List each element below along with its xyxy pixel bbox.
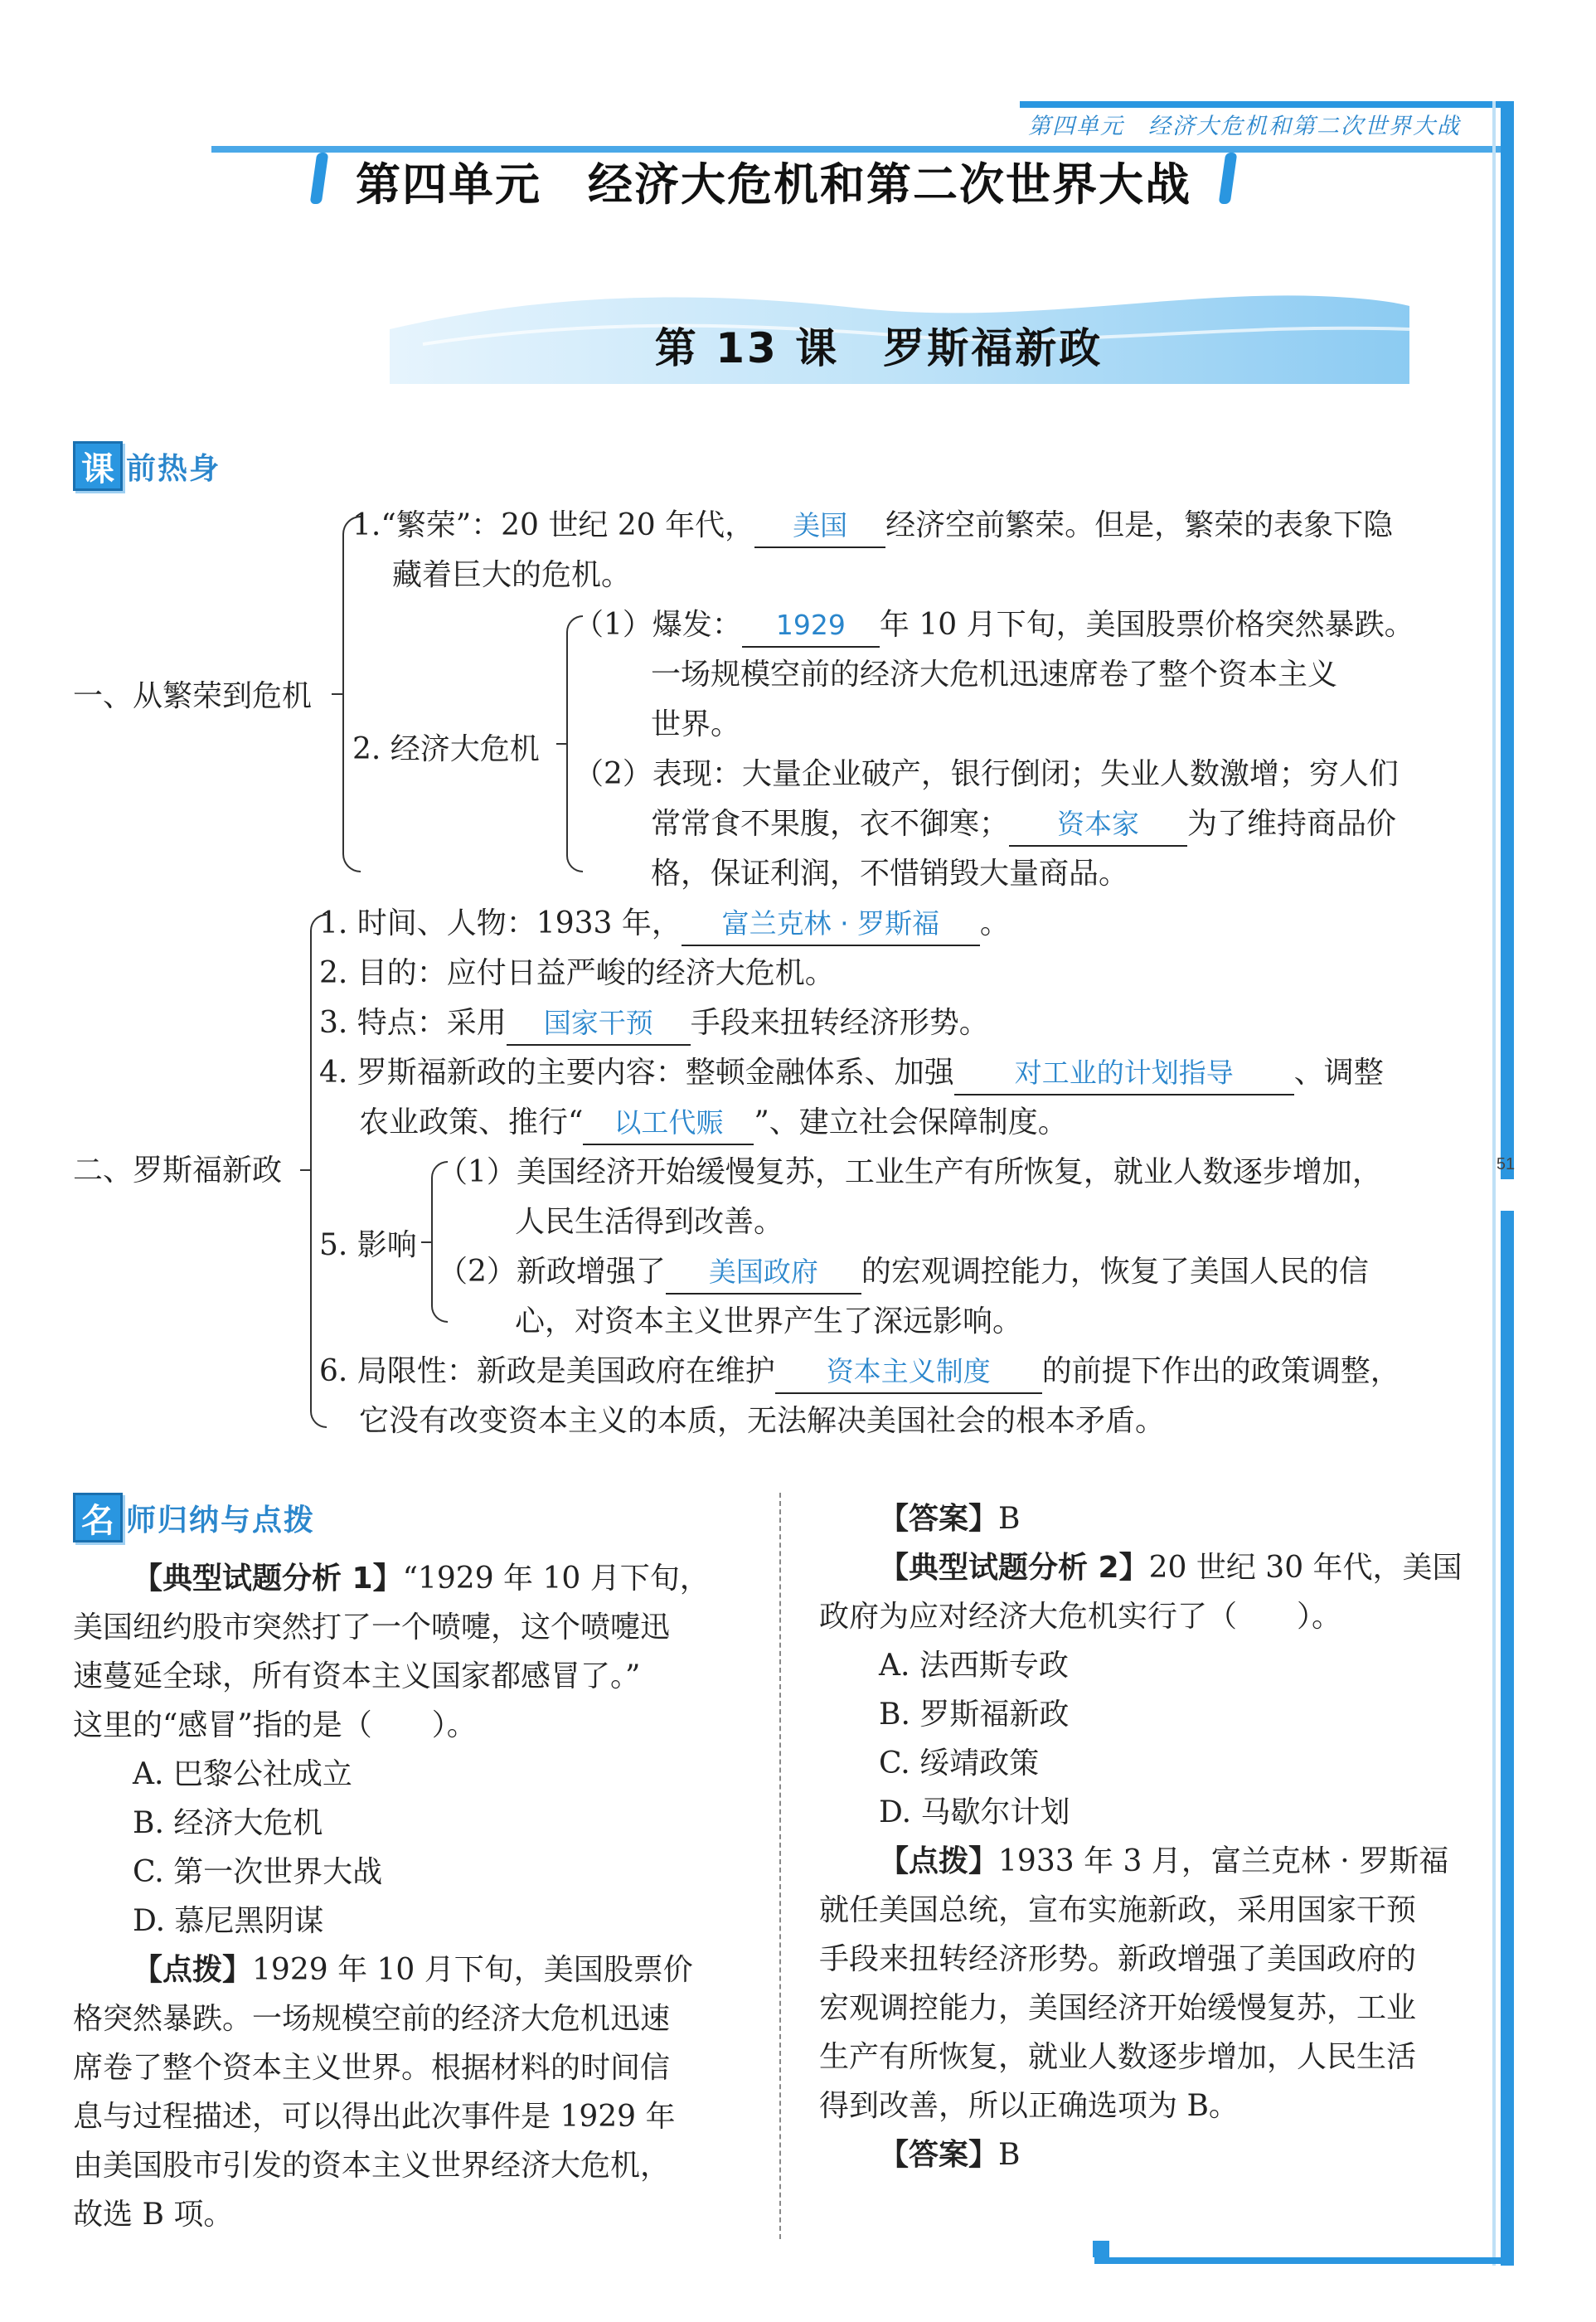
option-c: C. 绥靖政策 [879, 1746, 1040, 1780]
part2-item4-line2 [359, 1098, 1068, 1148]
part2-item5-sub1-line1: （1）美国经济开始缓慢复苏，工业生产有所恢复，就业人数逐步增加， [438, 1155, 1382, 1189]
header-strip [1020, 101, 1514, 108]
frame-right-bar-bottom [1501, 1211, 1514, 2266]
text: 20 世纪 30 年代，美国 [1148, 1551, 1463, 1585]
part2-sub-brace-tip [421, 1241, 433, 1243]
part1-sub2-line1: （2）表现：大量企业破产，银行倒闭；失业人数激增；穷人们 [574, 757, 1399, 791]
running-head: 第四单元 经济大危机和第二次世界大战 [1028, 114, 1461, 139]
footer-rule [1094, 2257, 1514, 2264]
tip1-line1 [73, 1946, 753, 1994]
lesson-title: 第 13 课 罗斯福新政 [654, 324, 1104, 372]
tip2-line2: 就任美国总统，宣布实施新政，采用国家干预 [819, 1893, 1417, 1927]
text: 1933 年 3 月，富兰克林 · 罗斯福 [998, 1844, 1449, 1878]
text: 常常食不果腹，衣不御寒； [651, 807, 1010, 841]
text: 、调整 [1293, 1056, 1384, 1090]
text: 4. 罗斯福新政的主要内容：整顿金融体系、加强 [319, 1056, 954, 1090]
blank-answer: 对工业的计划指导 [954, 1052, 1294, 1095]
text: 经济空前繁荣。但是，繁荣的表象下隐 [885, 508, 1394, 542]
text: （1）爆发： [574, 608, 742, 642]
answer-tag: 【答案】 [879, 2138, 999, 2172]
part2-item1 [319, 899, 1010, 949]
text: 的前提下作出的政策调整， [1041, 1354, 1400, 1388]
question1-line3: 速蔓延全球，所有资本主义国家都感冒了。” [73, 1659, 641, 1693]
blank-answer: 国家干预 [507, 1003, 691, 1046]
question1-line2: 美国纽约股市突然打了一个喷嚏，这个喷嚏迅 [73, 1610, 671, 1644]
option-a: A. 巴黎公社成立 [133, 1757, 352, 1791]
section-heading-text: 前热身 [126, 451, 221, 486]
tip1-line5: 由美国股市引发的资本主义世界经济大危机， [73, 2149, 671, 2183]
frame-right-bar-top [1501, 101, 1514, 1179]
text: 6. 局限性：新政是美国政府在维护 [319, 1354, 775, 1388]
text: 。 [979, 906, 1010, 940]
part1-sub2-line3: 格，保证利润，不惜销毁大量商品。 [651, 857, 1129, 891]
text: 手段来扭转经济形势。 [690, 1006, 989, 1040]
part1-sub-brace-tip [556, 743, 568, 745]
text: “1929 年 10 月下旬， [402, 1562, 710, 1596]
unit-title-block [313, 146, 1234, 212]
text: 1.“繁荣”：20 世纪 20 年代， [352, 508, 755, 542]
tip1-line3: 席卷了整个资本主义世界。根据材料的时间信 [73, 2051, 671, 2085]
unit-title: 第四单元 经济大危机和第二次世界大战 [356, 158, 1191, 211]
text: 农业政策、推行“ [359, 1105, 584, 1139]
text: 1929 年 10 月下旬，美国股票价 [252, 1953, 693, 1987]
tip2-line6: 得到改善，所以正确选项为 B。 [819, 2089, 1239, 2123]
page-number: 51 [1496, 1155, 1516, 1173]
blank-answer: 资本家 [1009, 804, 1187, 847]
section-heading-text: 师归纳与点拨 [126, 1503, 316, 1537]
blank-answer: 1929 [742, 605, 880, 648]
part1-item1-line1 [352, 501, 1393, 551]
part1-sub1-line3: 世界。 [651, 707, 741, 741]
blank-answer: 美国 [754, 505, 885, 548]
frame-inner-line [1492, 101, 1496, 2266]
section-teacher-tips-heading [73, 1493, 315, 1542]
part1-brace [342, 516, 361, 872]
footer-square [1093, 2241, 1109, 2257]
question-tag: 【典型试题分析 2】 [879, 1551, 1149, 1585]
part2-item6-line1 [319, 1347, 1400, 1397]
section-pre-class-heading [73, 441, 221, 491]
part1-sub2-line2 [651, 799, 1396, 849]
option-d: D. 马歇尔计划 [879, 1795, 1070, 1829]
answer1 [819, 1494, 1482, 1543]
question1-line4: 这里的“感冒”指的是（ ）。 [73, 1708, 477, 1742]
text: 为了维持商品价 [1187, 807, 1397, 841]
blank-answer: 以工代赈 [583, 1102, 754, 1145]
question1-line1 [73, 1554, 753, 1603]
part2-item5-sub1-line2: 人民生活得到改善。 [515, 1205, 784, 1239]
option-a: A. 法西斯专政 [879, 1649, 1069, 1683]
answer2 [819, 2130, 1482, 2179]
part1-item1-line2: 藏着巨大的危机。 [392, 558, 632, 592]
tip1-line6: 故选 B 项。 [73, 2198, 234, 2232]
section-badge: 课 [73, 441, 123, 491]
tip2-line4: 宏观调控能力，美国经济开始缓慢复苏，工业 [819, 1991, 1417, 2025]
tip1-line4: 息与过程描述，可以得出此次事件是 1929 年 [73, 2100, 676, 2134]
part1-brace-tip [332, 693, 343, 695]
blank-answer: 资本主义制度 [775, 1351, 1042, 1394]
blank-answer: 美国政府 [666, 1251, 861, 1295]
question2-line1 [819, 1543, 1482, 1592]
tip-tag: 【点拨】 [133, 1953, 253, 1987]
text: ”、建立社会保障制度。 [754, 1105, 1068, 1139]
answer-value: B [998, 2138, 1021, 2172]
part2-item2: 2. 目的：应付日益严峻的经济大危机。 [319, 956, 835, 990]
text: 的宏观调控能力，恢复了美国人民的信 [861, 1255, 1369, 1289]
part1-sub1-line2: 一场规模空前的经济大危机迅速席卷了整个资本主义 [651, 658, 1338, 692]
part2-item3 [319, 998, 989, 1048]
tip1-line2: 格突然暴跌。一场规模空前的经济大危机迅速 [73, 2002, 671, 2036]
tip2-line5: 生产有所恢复，就业人数逐步增加，人民生活 [819, 2040, 1417, 2074]
question2-line2: 政府为应对经济大危机实行了（ ）。 [819, 1600, 1342, 1634]
option-d: D. 慕尼黑阴谋 [133, 1904, 324, 1938]
part1-sub-brace [566, 615, 583, 872]
option-b: B. 经济大危机 [133, 1806, 323, 1840]
part2-item5-sub2-line2: 心，对资本主义世界产生了深远影响。 [515, 1304, 1023, 1338]
part1-label: 一、从繁荣到危机 [73, 679, 313, 713]
tip2-line3: 手段来扭转经济形势。新政增强了美国政府的 [819, 1942, 1417, 1976]
column-divider [779, 1493, 781, 2239]
text: 1. 时间、人物：1933 年， [319, 906, 682, 940]
answer-tag: 【答案】 [879, 1502, 999, 1536]
section-badge: 名 [73, 1493, 123, 1542]
blank-answer: 富兰克林 · 罗斯福 [682, 903, 980, 946]
part2-item6-line2: 它没有改变资本主义的本质，无法解决美国社会的根本矛盾。 [359, 1404, 1166, 1438]
tip2-line1 [819, 1837, 1482, 1886]
question-tag: 【典型试题分析 1】 [133, 1562, 403, 1596]
text: （2）新政增强了 [438, 1255, 666, 1289]
right-column [819, 1494, 1482, 2179]
part2-item4-line1 [319, 1048, 1384, 1098]
left-column [73, 1554, 753, 2239]
option-c: C. 第一次世界大战 [133, 1855, 383, 1889]
part2-label: 二、罗斯福新政 [73, 1154, 283, 1188]
text: 3. 特点：采用 [319, 1006, 507, 1040]
part1-sub1-line1 [574, 600, 1414, 650]
tip-tag: 【点拨】 [879, 1844, 999, 1878]
part1-item2-label: 2. 经济大危机 [352, 732, 540, 766]
part2-item5-label: 5. 影响 [319, 1228, 417, 1262]
option-b: B. 罗斯福新政 [879, 1698, 1070, 1732]
part2-item5-sub2-line1 [438, 1247, 1369, 1297]
answer-value: B [998, 1502, 1021, 1536]
text: 年 10 月下旬，美国股票价格突然暴跌。 [879, 608, 1414, 642]
part2-brace-tip [300, 1169, 312, 1171]
